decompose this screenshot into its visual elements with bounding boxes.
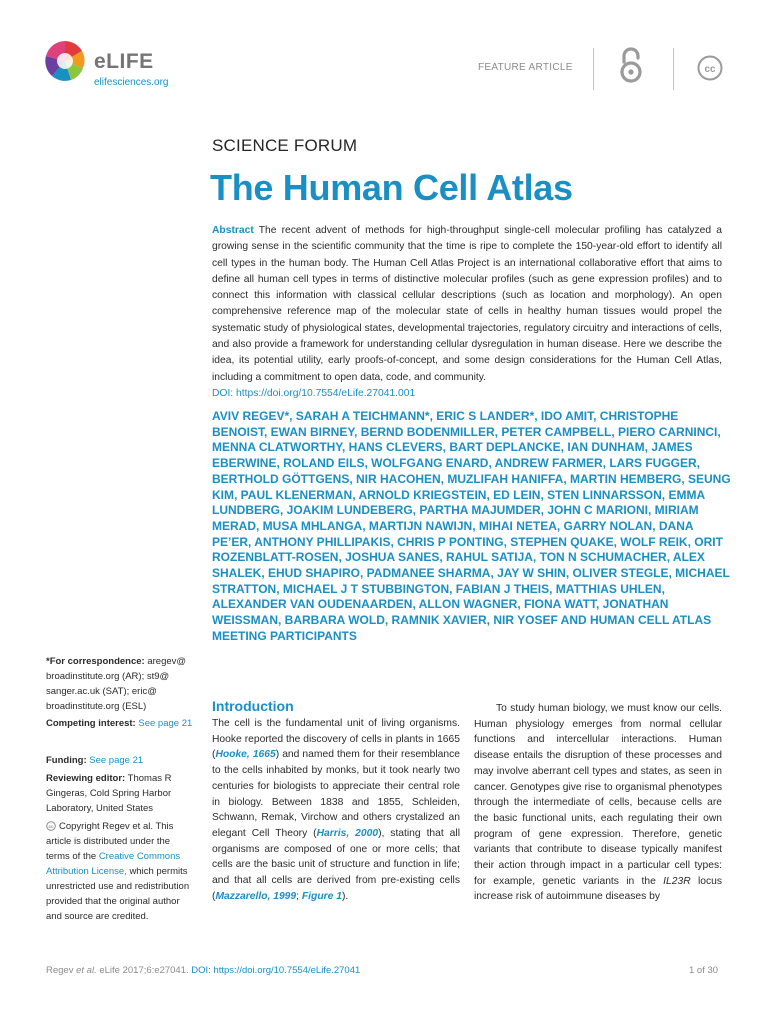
- funding-label: Funding:: [46, 755, 87, 766]
- abstract-label: Abstract: [212, 225, 254, 236]
- creative-commons-icon[interactable]: [697, 55, 723, 81]
- intro-text: locus increase risk of autoimmune diseases by: [474, 875, 722, 903]
- intro-text: To study human biology, we must know our cells. Human physiology emerges from normal cellular functions and intercellular interactions. Human disease entails the disruption of these processes and may involve aberrant cell types and states, as seen in cancer. Genotypes give rise to organismal phenotypes through the intermediate of cells, because cells are the basic functional units, each regulating their own program of gene expression. Therefore, genetic variants that contribute to disease typically manifest their action through impact in a particular cell types: for example, genetic variants in the: [474, 703, 722, 887]
- footer-citation: [46, 965, 360, 976]
- correspondence-label: *For correspondence:: [46, 656, 145, 667]
- license-text: which permits unrestricted use and redistribution provided that the original author and source are credited.: [46, 866, 190, 922]
- header-divider: [673, 48, 674, 90]
- reviewing-editor-block: [46, 771, 196, 816]
- gene-name: IL23R: [663, 875, 691, 887]
- footer-etal: et al.: [76, 965, 97, 976]
- competing-interest-block: [46, 716, 196, 731]
- citation-link[interactable]: Mazzarello, 1999: [215, 890, 297, 902]
- footer-journal: eLife 2017;6:e27041.: [99, 965, 189, 976]
- correspondence-block: [46, 654, 196, 714]
- intro-column-2: [474, 701, 722, 905]
- header-divider: [593, 48, 594, 90]
- competing-interest-link[interactable]: See page 21: [138, 718, 193, 729]
- funding-link[interactable]: See page 21: [89, 755, 144, 766]
- abstract-doi-link[interactable]: DOI: https://doi.org/10.7554/eLife.27041.001: [212, 387, 416, 399]
- footer-authors: Regev: [46, 965, 74, 976]
- copyright-block: [46, 819, 196, 924]
- competing-interest-label: Competing interest:: [46, 718, 136, 729]
- intro-text: ), stating that all organisms are composed of one or more cells; that cells are the basic unit of structure and function in life; and that all cells are derived from pre-existing cells (: [212, 827, 460, 902]
- intro-text: ).: [341, 890, 349, 902]
- citation-link[interactable]: Hooke, 1665: [215, 749, 276, 761]
- abstract-text: The recent advent of methods for high-throughput single-cell molecular profiling has catalyzed a growing sense in the scientific community that the time is ripe to complete the 150-year-old effort to identify all cell types in the human body. The Human Cell Atlas Project is an international collaborative effort that aims to define all human cell types in terms of distinctive molecular profiles (such as gene expression profiles) and to connect this information with classical cellular descriptions (such as location and morphology). An open comprehensive reference map of the molecular state of cells in healthy human tissues would propel the systematic study of physiological states, developmental trajectories, regulatory circuitry and interactions of cells, and also provide a framework for understanding cellular dysregulation in human disease. Here we describe the idea, its potential utility, early proofs-of-concept, and some design considerations for the Human Cell Atlas, including a commitment to open data, code, and community.: [212, 225, 722, 383]
- license-link[interactable]: Creative Commons Attribution License,: [46, 851, 181, 877]
- intro-text: ) and named them for their resemblance to the cells inhabited by monks, but it took nearly two centuries for biologists to appreciate their central role in biology. Between 1838 and 1855, Schleiden, Schwann, Remak, Virchow and others crystalized an elegant Cell Theory (: [212, 749, 460, 839]
- figure-link[interactable]: Figure 1: [301, 890, 342, 902]
- elife-logo-icon[interactable]: [44, 40, 86, 82]
- svg-text:cc: cc: [704, 64, 716, 75]
- intro-text: ;: [296, 890, 302, 902]
- brand-url[interactable]: elifesciences.org: [94, 77, 169, 88]
- citation-link[interactable]: Harris, 2000: [316, 827, 379, 839]
- reviewing-editor-label: Reviewing editor:: [46, 773, 126, 784]
- copyright-text: Copyright Regev et al. This article is distributed under the terms of the: [46, 821, 174, 862]
- page-number: 1 of 30: [689, 965, 719, 976]
- article-type-label: FEATURE ARTICLE: [478, 62, 573, 73]
- correspondence-emails[interactable]: aregev@ broadinstitute.org (AR); st9@ sanger.ac.uk (SAT); eric@ broadinstitute.org (ESL): [46, 656, 187, 712]
- intro-column-1: [212, 716, 460, 904]
- footer-doi-link[interactable]: DOI: https://doi.org/10.7554/eLife.27041: [191, 965, 361, 976]
- intro-text: The cell is the fundamental unit of living organisms. Hooke reported the discovery of cells in plants in 1665 (: [212, 718, 460, 761]
- brand-name: eLIFE: [94, 50, 154, 73]
- section-label: SCIENCE FORUM: [212, 136, 358, 155]
- open-access-icon[interactable]: [617, 46, 645, 84]
- funding-block: [46, 753, 196, 768]
- page-title: The Human Cell Atlas: [210, 167, 573, 208]
- reviewing-editor-text: Thomas R Gingeras, Cold Spring Harbor Laboratory, United States: [46, 773, 172, 814]
- abstract: [212, 223, 722, 402]
- svg-text:cc: cc: [48, 824, 54, 829]
- introduction-heading: Introduction: [212, 698, 294, 714]
- author-list[interactable]: AVIV REGEV*, SARAH A TEICHMANN*, ERIC S LANDER*, IDO AMIT, CHRISTOPHE BENOIST, EWAN BIRNEY, BERND BODENMILLER, PETER CAMPBELL, PIERO CARNINCI, MENNA CLATWORTHY, HANS CLEVERS, BART DEPLANCKE, IAN DUNHAM, JAMES EBERWINE, ROLAND EILS, WOLFGANG ENARD, ANDREW FARMER, LARS FUGGER, BERTHOLD GÖTTGENS, NIR HACOHEN, MUZLIFAH HANIFFA, MARTIN HEMBERG, SEUNG KIM, PAUL KLENERMAN, ARNOLD KRIEGSTEIN, ED LEIN, STEN LINNARSSON, EMMA LUNDBERG, JOAKIM LUNDEBERG, PARTHA MAJUMDER, JOHN C MARIONI, MIRIAM MERAD, MUSA MHLANGA, MARTIJN NAWIJN, MIHAI NETEA, GARRY NOLAN, DANA PE’ER, ANTHONY PHILLIPAKIS, CHRIS P PONTING, STEPHEN QUAKE, WOLF REIK, ORIT ROZENBLATT-ROSEN, JOSHUA SANES, RAHUL SATIJA, TON N SCHUMACHER, ALEX SHALEK, EHUD SHAPIRO, PADMANEE SHARMA, JAY W SHIN, OLIVER STEGLE, MICHAEL STRATTON, MICHAEL J T STUBBINGTON, FABIAN J THEIS, MATTHIAS UHLEN, ALEXANDER VAN OUDENAARDEN, ALLON WAGNER, FIONA WATT, JONATHAN WEISSMAN, BARBARA WOLD, RAMNIK XAVIER, NIR YOSEF AND HUMAN CELL ATLAS MEETING PARTICIPANTS: [212, 409, 731, 643]
- copyright-icon: [46, 821, 56, 831]
